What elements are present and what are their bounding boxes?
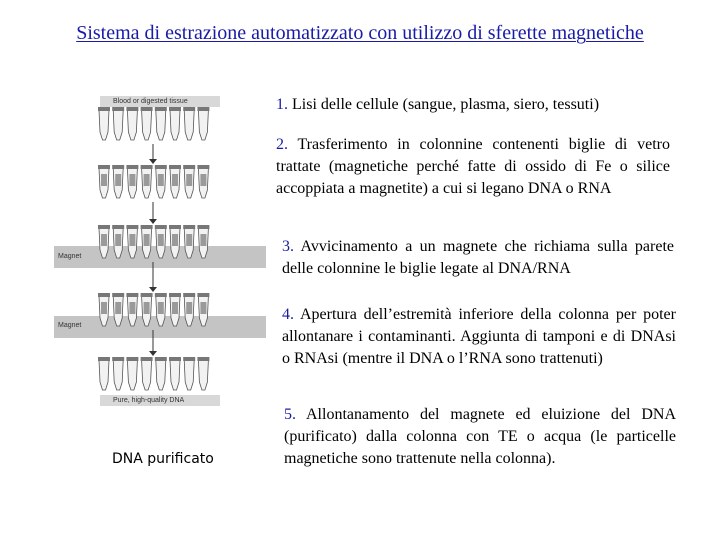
column-row1-7 xyxy=(184,110,194,140)
column-cap-row2-4 xyxy=(141,165,153,169)
column-row5-7 xyxy=(184,360,194,390)
beads-row4-8 xyxy=(200,302,206,314)
column-cap-row2-1 xyxy=(98,165,110,169)
beads-row4-2 xyxy=(115,302,121,314)
step-4-number: 4. xyxy=(282,306,294,323)
column-row5-1 xyxy=(99,360,109,390)
column-cap-row3-6 xyxy=(169,225,181,229)
beads-row4-5 xyxy=(158,302,164,314)
column-row5-8 xyxy=(198,360,208,390)
column-cap-row4-7 xyxy=(183,293,195,297)
column-cap-row1-4 xyxy=(141,107,153,111)
column-cap-row3-1 xyxy=(98,225,110,229)
column-row1-4 xyxy=(142,110,152,140)
column-row1-2 xyxy=(113,110,123,140)
label-magnet-1: Magnet xyxy=(58,253,82,260)
column-cap-row3-4 xyxy=(141,225,153,229)
column-cap-row4-3 xyxy=(126,293,138,297)
beads-row2-4 xyxy=(144,174,150,186)
column-cap-row5-7 xyxy=(183,357,195,361)
column-cap-row1-5 xyxy=(155,107,167,111)
step-5-number: 5. xyxy=(284,406,296,423)
beads-row4-1 xyxy=(101,302,107,314)
column-row1-6 xyxy=(170,110,180,140)
step-1-number: 1. xyxy=(276,96,288,113)
flow-arrowhead-3 xyxy=(149,287,157,292)
column-row5-3 xyxy=(127,360,137,390)
column-cap-row5-6 xyxy=(169,357,181,361)
column-cap-row2-5 xyxy=(155,165,167,169)
column-cap-row4-8 xyxy=(197,293,209,297)
column-cap-row1-2 xyxy=(112,107,124,111)
beads-row2-3 xyxy=(129,174,135,186)
column-cap-row2-3 xyxy=(126,165,138,169)
column-cap-row3-2 xyxy=(112,225,124,229)
column-row5-5 xyxy=(156,360,166,390)
step-1-text: Lisi delle cellule (sangue, plasma, siero, tessuti) xyxy=(292,96,600,113)
extraction-diagram xyxy=(40,88,266,418)
beads-row4-3 xyxy=(129,302,135,314)
column-row1-3 xyxy=(127,110,137,140)
column-cap-row4-1 xyxy=(98,293,110,297)
step-4-text: Apertura dell’estremità inferiore della colonna per poter allontanare i contaminanti. Aggiunta di tamponi e di DNAsi o RNAsi (mentre il DNA o l’RNA sono trattenuti) xyxy=(282,306,676,367)
step-5-text: Allontanamento del magnete ed eluizione del DNA (purificato) dalla colonna con TE o acqua (le particelle magnetiche sono trattenute nella colonna). xyxy=(284,406,677,467)
column-cap-row1-3 xyxy=(126,107,138,111)
step-3 xyxy=(282,236,674,280)
label-magnet-2: Magnet xyxy=(58,322,82,329)
step-3-text: Avvicinamento a un magnete che richiama sulla parete delle colonnine le biglie legate al DNA/RNA xyxy=(282,238,674,277)
column-cap-row5-4 xyxy=(141,357,153,361)
column-cap-row1-1 xyxy=(98,107,110,111)
step-5 xyxy=(284,404,676,470)
beads-row3-1 xyxy=(101,234,107,246)
beads-row2-7 xyxy=(186,174,192,186)
caption-dna-purificato: DNA purificato xyxy=(112,451,214,467)
beads-row2-2 xyxy=(115,174,121,186)
page-title: Sistema di estrazione automatizzato con utilizzo di sferette magnetiche xyxy=(76,22,644,44)
column-cap-row1-7 xyxy=(183,107,195,111)
beads-row4-6 xyxy=(172,302,178,314)
column-cap-row2-7 xyxy=(183,165,195,169)
column-cap-row2-6 xyxy=(169,165,181,169)
column-cap-row5-2 xyxy=(112,357,124,361)
column-cap-row5-1 xyxy=(98,357,110,361)
column-row5-2 xyxy=(113,360,123,390)
beads-row3-8 xyxy=(200,234,206,246)
beads-row4-4 xyxy=(144,302,150,314)
column-row5-6 xyxy=(170,360,180,390)
step-2 xyxy=(276,134,670,200)
column-row1-5 xyxy=(156,110,166,140)
beads-row3-6 xyxy=(172,234,178,246)
column-cap-row3-5 xyxy=(155,225,167,229)
step-4 xyxy=(282,304,676,370)
column-cap-row4-5 xyxy=(155,293,167,297)
beads-row3-3 xyxy=(129,234,135,246)
flow-arrowhead-4 xyxy=(149,351,157,356)
column-cap-row1-6 xyxy=(169,107,181,111)
column-cap-row5-5 xyxy=(155,357,167,361)
flow-arrowhead-2 xyxy=(149,219,157,224)
column-row1-8 xyxy=(198,110,208,140)
column-cap-row3-8 xyxy=(197,225,209,229)
label-blood-tissue: Blood or digested tissue xyxy=(113,98,188,105)
column-cap-row3-7 xyxy=(183,225,195,229)
step-3-number: 3. xyxy=(282,238,294,255)
column-cap-row2-8 xyxy=(197,165,209,169)
column-cap-row2-2 xyxy=(112,165,124,169)
column-cap-row4-6 xyxy=(169,293,181,297)
step-1 xyxy=(276,94,676,116)
flow-arrowhead-1 xyxy=(149,159,157,164)
label-pure-dna: Pure, high-quality DNA xyxy=(113,397,185,404)
column-cap-row3-3 xyxy=(126,225,138,229)
step-2-text: Trasferimento in colonnine contenenti biglie di vetro trattate (magnetiche perché fatte di ossido di Fe o silice accoppiata a magnetite) a cui si legano DNA o RNA xyxy=(276,136,670,197)
column-row1-1 xyxy=(99,110,109,140)
beads-row3-7 xyxy=(186,234,192,246)
column-cap-row4-2 xyxy=(112,293,124,297)
column-cap-row4-4 xyxy=(141,293,153,297)
beads-row3-2 xyxy=(115,234,121,246)
beads-row4-7 xyxy=(186,302,192,314)
beads-row2-5 xyxy=(158,174,164,186)
column-cap-row5-3 xyxy=(126,357,138,361)
beads-row2-8 xyxy=(200,174,206,186)
beads-row2-1 xyxy=(101,174,107,186)
beads-row3-4 xyxy=(144,234,150,246)
column-row5-4 xyxy=(142,360,152,390)
beads-row3-5 xyxy=(158,234,164,246)
column-cap-row5-8 xyxy=(197,357,209,361)
beads-row2-6 xyxy=(172,174,178,186)
column-cap-row1-8 xyxy=(197,107,209,111)
step-2-number: 2. xyxy=(276,136,288,153)
